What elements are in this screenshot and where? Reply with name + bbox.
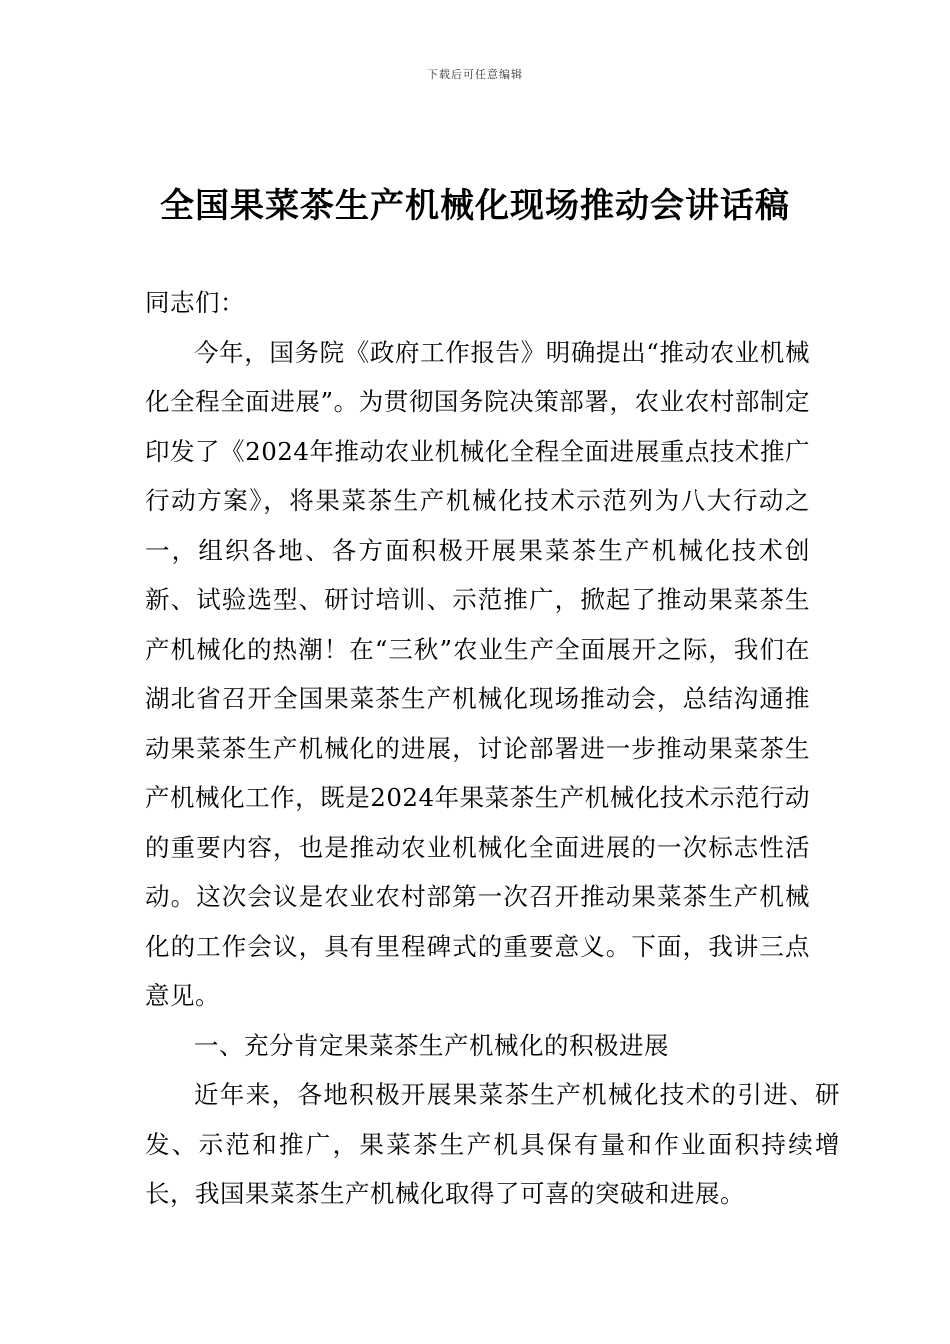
paragraph-intro: 今年，国务院《政府工作报告》明确提出“推动农业机械化全程全面进展”。为贯彻国务院决策部署，农业农村部制定印发了《2024年推动农业机械化全程全面进展重点技术推广行动方案》，将果菜茶生产机械化技术示范列为八大行动之一，组织各地、各方面积极开展果菜茶生产机械化技术创新、试验选型、研讨培训、示范推广，掀起了推动果菜茶生产机械化的热潮！在“三秋”农业生产全面展开之际，我们在湖北省召开全国果菜茶生产机械化现场推动会，总结沟通推动果菜茶生产机械化的进展，讨论部署进一步推动果菜茶生产机械化工作，既是2024年果菜茶生产机械化技术示范行动的重要内容，也是推动农业机械化全面进展的一次标志性活动。这次会议是农业农村部第一次召开推动果菜茶生产机械化的工作会议，具有里程碑式的重要意义。下面，我讲三点意见。 — [145, 337, 810, 1010]
section-heading-1: 一、充分肯定果菜茶生产机械化的积极进展 — [194, 1030, 669, 1060]
paragraph-section-1: 近年来，各地积极开展果菜茶生产机械化技术的引进、研发、示范和推广，果菜茶生产机具保有量和作业面积持续增长，我国果菜茶生产机械化取得了可喜的突破和进展。 — [145, 1080, 840, 1208]
document-title: 全国果菜茶生产机械化现场推动会讲话稿 — [160, 186, 790, 226]
header-note: 下载后可任意编辑 — [427, 68, 523, 81]
salutation: 同志们： — [145, 288, 245, 317]
document-body — [145, 278, 840, 1219]
